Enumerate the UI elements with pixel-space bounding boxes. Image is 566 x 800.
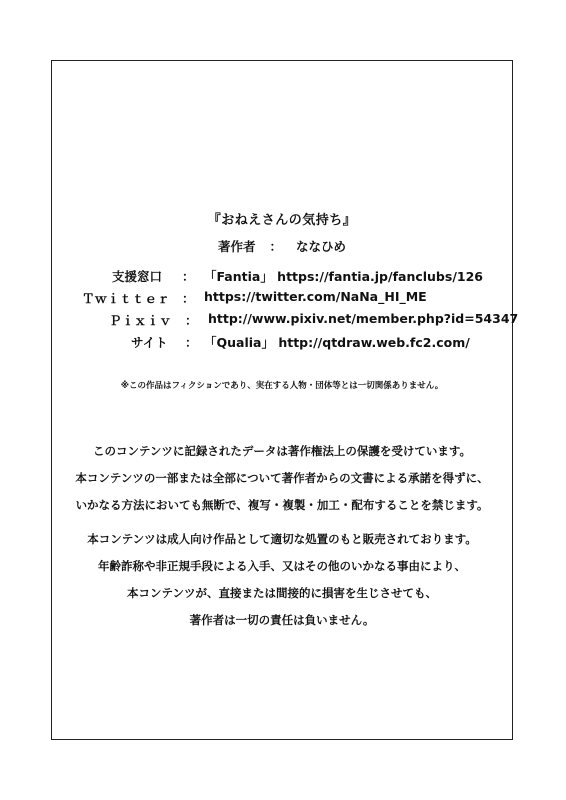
sales-line: 著作者は一切の責任は負いません。 [189,613,375,627]
site-link[interactable]: 「Qualia」 http://qtdraw.web.fc2.com/ [204,335,470,350]
support-row [52,267,514,285]
pixiv-row [52,311,519,329]
sales-line: 本コンテンツは成人向け作品として適切な処置のもと販売されております。 [87,532,477,546]
sales-line: 本コンテンツが、直接または間接的に損害を生じさせても、 [127,586,437,600]
copyright-line: 本コンテンツの一部または全部について著作者からの文書による承諾を得ずに、 [75,471,489,485]
pixiv-separator: ： [185,313,198,328]
pixiv-link[interactable]: http://www.pixiv.net/member.php?id=54347 [208,311,519,326]
twitter-label: Ｔｗｉｔｔｅｒ [82,291,170,306]
pixiv-label: Ｐｉｘｉｖ [109,313,172,328]
site-label: サイト [131,335,168,350]
twitter-separator: ： [182,291,195,306]
copyright-line: いかなる方法においても無断で、複写・複製・加工・配布することを禁じます。 [75,498,489,512]
support-label: 支援窓口 [112,269,163,284]
author-separator: ： [269,239,282,254]
twitter-row [52,289,514,307]
copyright-line: このコンテンツに記録されたデータは著作権法上の保護を受けています。 [92,444,471,458]
author-line [52,237,512,255]
fiction-notice: ※この作品はフィクションであり、実在する人物・団体等とは一切関係ありません。 [120,381,444,391]
author-label: 著作者 [217,239,256,254]
author-name: ななひめ [296,239,347,254]
work-title: 『おねえさんの気持ち』 [207,213,357,228]
page-frame [51,60,519,740]
support-separator: ： [182,269,195,284]
support-link[interactable]: 「Fantia」 https://fantia.jp/fanclubs/126 [204,269,483,284]
twitter-link[interactable]: https://twitter.com/NaNa_HI_ME [204,289,427,304]
site-separator: ： [185,335,198,350]
site-row [52,333,514,351]
sales-line: 年齢詐称や非正規手段による入手、又はその他のいかなる事由により、 [98,559,466,573]
